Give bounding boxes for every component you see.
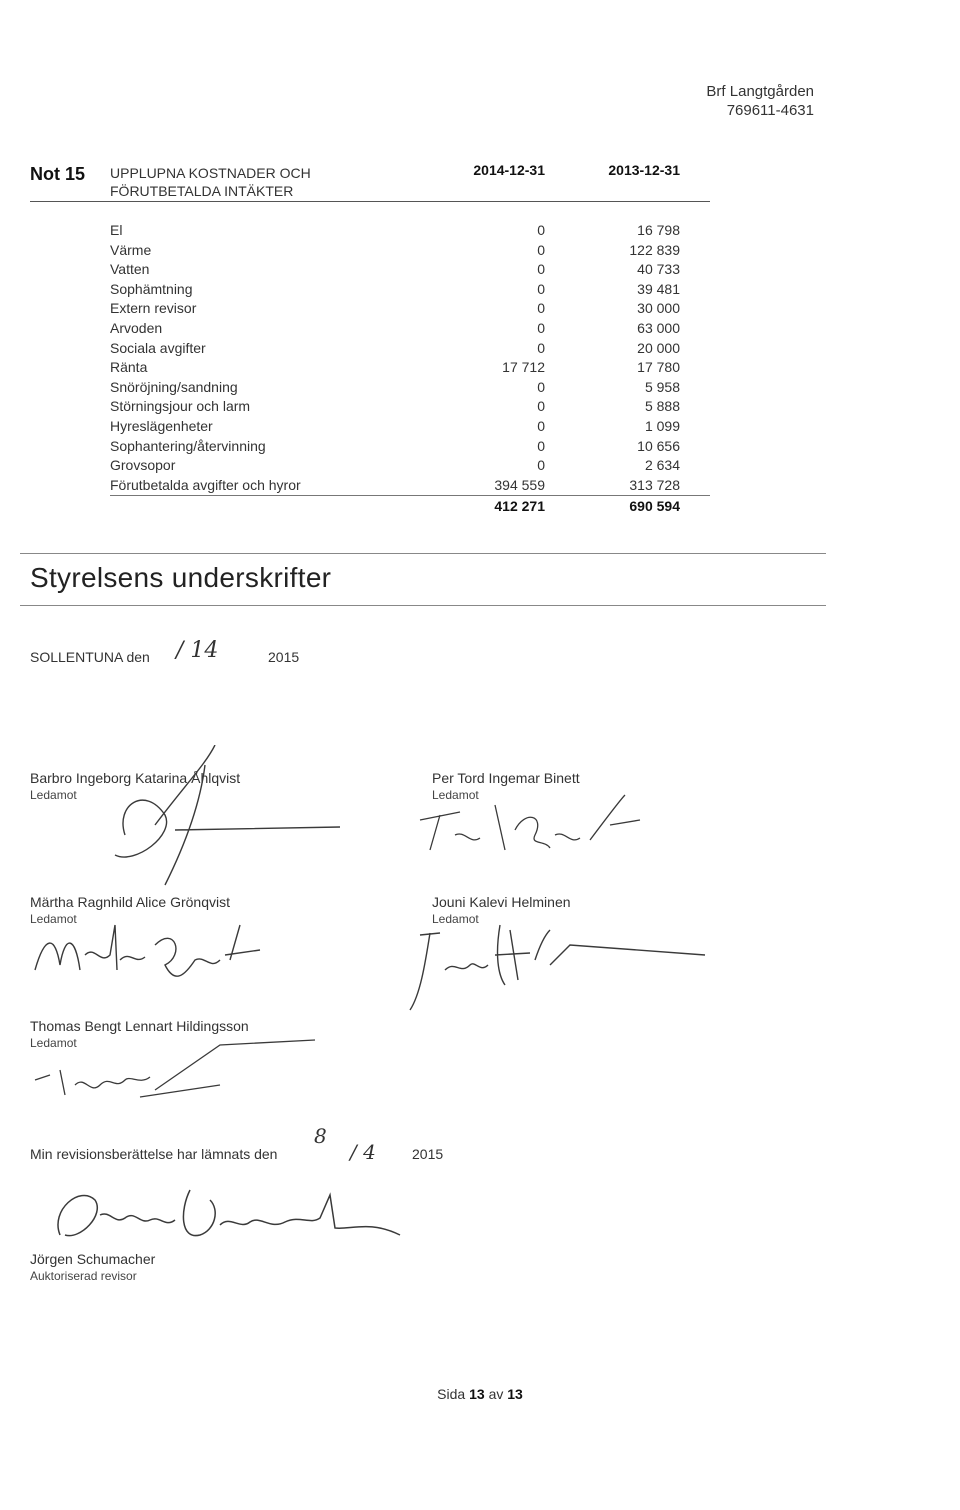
row-value-2014: 0 [537,281,545,297]
row-label: Förutbetalda avgifter och hyror [110,477,301,493]
audit-month-handwritten: / 4 [350,1140,376,1164]
row-value-2014: 0 [537,438,545,454]
row-label: Sophämtning [110,281,193,297]
row-value-2014: 0 [537,398,545,414]
row-label: Vatten [110,261,150,277]
total-2014: 412 271 [494,498,545,514]
signer-role: Ledamot [432,912,479,926]
row-value-2013: 20 000 [637,340,680,356]
row-value-2014: 0 [537,418,545,434]
sum-divider [110,495,710,496]
signature-1 [55,745,355,895]
row-label: Sociala avgifter [110,340,206,356]
signature-4 [400,915,710,1015]
audit-year: 2015 [412,1146,444,1162]
signing-year: 2015 [268,649,300,665]
auditor-role: Auktoriserad revisor [30,1269,137,1283]
row-value-2013: 30 000 [637,300,680,316]
row-label: Ränta [110,359,148,375]
header-divider [30,201,710,202]
total-2013: 690 594 [629,498,680,514]
signer-name: Barbro Ingeborg Katarina Åhlqvist [30,770,241,786]
signer-name: Per Tord Ingemar Binett [432,770,580,786]
signer-name: Märtha Ragnhild Alice Grönqvist [30,894,230,910]
row-value-2013: 1 099 [644,418,680,434]
note-label: Not 15 [30,164,86,184]
row-label: Störningsjour och larm [110,398,251,414]
row-value-2013: 122 839 [629,242,680,258]
auditor-name: Jörgen Schumacher [30,1251,156,1267]
row-value-2013: 40 733 [637,261,680,277]
signature-2 [415,790,645,860]
row-label: Snöröjning/sandning [110,379,238,395]
note-title-line1: UPPLUPNA KOSTNADER OCH [110,165,311,181]
page-current: 13 [469,1386,485,1402]
row-label: El [110,222,123,238]
note-title-line2: FÖRUTBETALDA INTÄKTER [110,183,294,199]
row-value-2014: 0 [537,300,545,316]
org-name: Brf Langtgården [706,83,814,100]
signing-date-handwritten: / 14 [176,638,219,663]
row-value-2014: 17 712 [502,359,545,375]
page-prefix: Sida [437,1386,466,1402]
signing-place: SOLLENTUNA den [30,649,150,665]
signer-role: Ledamot [30,788,77,802]
page-total: 13 [507,1386,523,1402]
row-value-2013: 63 000 [637,320,680,336]
row-value-2014: 0 [537,320,545,336]
signer-name: Jouni Kalevi Helminen [432,894,571,910]
row-label: Grovsopor [110,457,176,473]
column-header-2013: 2013-12-31 [608,162,680,178]
row-value-2013: 313 728 [629,477,680,493]
page-number [0,1386,960,1402]
row-value-2013: 2 634 [644,457,680,473]
org-number: 769611-4631 [726,102,814,119]
audit-statement: Min revisionsberättelse har lämnats den [30,1146,278,1162]
row-value-2014: 0 [537,379,545,395]
organization-header [706,82,814,120]
row-value-2013: 17 780 [637,359,680,375]
row-value-2014: 0 [537,457,545,473]
row-label: Hyreslägenheter [110,418,213,434]
row-value-2013: 39 481 [637,281,680,297]
auditor-signature [40,1180,410,1250]
row-value-2013: 16 798 [637,222,680,238]
section-top-rule [20,553,826,554]
row-value-2013: 5 888 [644,398,680,414]
row-label: Värme [110,242,152,258]
row-value-2014: 0 [537,261,545,277]
page-sep: av [488,1386,504,1402]
signer-name: Thomas Bengt Lennart Hildingsson [30,1018,249,1034]
section-bottom-rule [20,605,826,606]
row-value-2014: 0 [537,242,545,258]
auditor-block [30,1251,155,1283]
row-label: Extern revisor [110,300,197,316]
signer-role: Ledamot [30,912,77,926]
row-value-2014: 0 [537,222,545,238]
row-value-2014: 394 559 [494,477,545,493]
signature-5 [30,1035,330,1105]
signature-3 [25,915,265,995]
signer-role: Ledamot [30,1036,77,1050]
section-title: Styrelsens underskrifter [30,562,332,593]
row-value-2014: 0 [537,340,545,356]
row-label: Arvoden [110,320,163,336]
note-title [110,164,311,200]
signer-role: Ledamot [432,788,479,802]
column-header-2014: 2014-12-31 [473,162,545,178]
row-value-2013: 5 958 [644,379,680,395]
audit-day-handwritten: 8 [314,1124,327,1148]
row-label: Sophantering/återvinning [110,438,266,454]
row-value-2013: 10 656 [637,438,680,454]
